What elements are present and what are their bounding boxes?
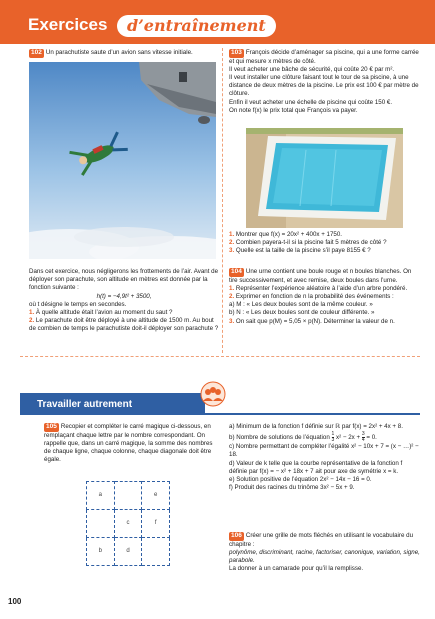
group-icon: [199, 379, 227, 407]
exercise-103-p3: Il veut installer une clôture faisant tout le tour de sa piscine, à une distance de deux mètres de la piscine. Le prix est 100 € par mètre de clôture.: [229, 73, 419, 98]
exercise-number: 103: [231, 49, 242, 56]
question-text: Montrer que f(x) = 20x² + 400x + 1750.: [235, 231, 343, 238]
magic-square-cell: c: [114, 510, 142, 538]
section-separator: [20, 356, 420, 357]
question-text: Exprimer en fonction de n la probabilité des événements :: [235, 292, 394, 300]
magic-square-row: [87, 482, 170, 510]
question-number: 3.: [229, 247, 235, 255]
magic-square-cell: [142, 538, 170, 566]
item-d: d) Valeur de k telle que la courbe représentative de la fonction f définie par f(x) = − x² + 18x + 7 ait pour axe de symétrie x = k.: [229, 459, 403, 475]
item-c: c) Nombre permettant de compléter l’égalité x² − 10x + 7 = (x − …)² − 18.: [229, 443, 419, 459]
magic-square-row: [87, 510, 170, 538]
exercise-104-event-n: b) N : « Les deux boules sont de couleur différente. »: [229, 309, 375, 317]
exercise-103-question-2: [229, 239, 421, 247]
magic-square: [86, 481, 170, 566]
fraction-numerator: 3: [361, 431, 365, 438]
question-text: On sait que p(M) = 5,05 × p(N). Déterminer la valeur de n.: [235, 317, 395, 325]
exercise-number: 105: [46, 423, 57, 430]
exercise-text: Un parachutiste saute d’un avion sans vitesse initiale.: [45, 49, 193, 56]
exercise-102-formula: h(t) = −4,9t² + 3500,: [96, 292, 152, 300]
exercise-106-p1: Créer une grille de mots fléchés en utilisant le vocabulaire du chapitre :: [229, 532, 414, 548]
exercise-104-question-1: [229, 285, 421, 293]
item-b-pre: b) Nombre de solutions de l’équation: [229, 434, 330, 442]
header-pill: [117, 15, 276, 37]
header-title: Exercices: [28, 15, 108, 34]
item-b-post: = 0.: [366, 434, 377, 442]
question-number: 1.: [29, 308, 35, 316]
section-title: Travailler autrement: [37, 399, 133, 410]
exercise-105-text: [44, 423, 217, 464]
page-number: 100: [8, 597, 22, 606]
header-pill-text: d’entraînement: [127, 16, 266, 35]
magic-square-row: [87, 538, 170, 566]
exercise-103-p2: Il veut acheter une bâche de sécurité, qui coûte 20 € par m².: [229, 65, 395, 73]
question-number: 1.: [229, 231, 235, 238]
exercise-102-question-2: [29, 317, 219, 333]
exercise-104: [229, 268, 421, 326]
item-a: a) Minimum de la fonction f définie sur ℝ par f(x) = 2x² + 4x + 8.: [229, 423, 403, 430]
question-number: 2.: [229, 292, 235, 300]
fraction-denominator: 3: [331, 437, 335, 444]
question-number: 2.: [229, 239, 235, 247]
exercise-104-question-3: [229, 318, 421, 326]
question-text: Quelle est la taille de la piscine s’il paye 8155 € ?: [235, 247, 371, 255]
exercise-103-questions: [229, 231, 421, 256]
exercise-102-intro: [29, 49, 219, 58]
exercise-102-note: où t désigne le temps en secondes.: [29, 300, 127, 308]
exercise-103-question-3: [229, 247, 421, 255]
item-b-mid: x² − 2x +: [336, 434, 361, 442]
exercise-103-text: [229, 49, 421, 115]
exercise-106-vocabulary: polynôme, discriminant, racine, factoriser, canonique, variation, signe, parabole.: [229, 548, 420, 564]
magic-square-cell: b: [87, 538, 115, 566]
exercise-102-body: [29, 268, 219, 334]
fraction-one-third: [332, 432, 335, 443]
question-text: À quelle altitude était l’avion au moment du saut ?: [35, 308, 173, 316]
question-text: Représenter l’expérience aléatoire à l’aide d’un arbre pondéré.: [235, 284, 408, 292]
question-text: Combien payera-t-il si la piscine fait 5 mètres de côté ?: [235, 239, 387, 247]
magic-square-cell: [87, 510, 115, 538]
exercise-103-p5: On note f(x) le prix total que François va payer.: [229, 106, 358, 114]
section-underline: [205, 413, 420, 415]
exercise-103-p1: François décide d’aménager sa piscine, qui a une forme carrée et qui mesure x mètres de côté.: [229, 49, 419, 65]
question-text: Le parachute doit être déployé à une altitude de 1500 m. Au bout de combien de temps le parachutiste doit-il déployer son parachute ?: [29, 317, 219, 333]
question-number: 2.: [29, 317, 35, 325]
exercise-102-question-1: [29, 309, 219, 317]
group-work-badge: [199, 379, 227, 407]
exercise-number: 102: [31, 49, 42, 56]
fraction-three-quarters: [362, 432, 365, 443]
exercise-number: 104: [231, 268, 242, 275]
item-e: e) Solution positive de l’équation 2x² − 14x − 16 = 0.: [229, 475, 372, 483]
exercise-103-p4: Enfin il veut acheter une échelle de piscine qui coûte 150 €.: [229, 98, 393, 106]
exercise-104-event-m: a) M : « Les deux boules sont de la même couleur. »: [229, 301, 373, 309]
pool-photo: [246, 128, 403, 228]
magic-square-cell: d: [114, 538, 142, 566]
exercise-104-p1: Une urne contient une boule rouge et n boules blanches. On tire successivement, et avec remise, deux boules dans l’urne.: [229, 268, 412, 284]
exercise-105-items: [229, 423, 421, 492]
question-number: 1.: [229, 284, 235, 292]
fraction-denominator: 4: [361, 437, 365, 444]
parachutist-photo: [29, 62, 216, 259]
question-number: 3.: [229, 317, 235, 325]
fraction-numerator: 1: [331, 431, 335, 438]
exercise-106: [229, 532, 421, 573]
parachutist-image: [29, 62, 216, 259]
exercise-105-statement: Recopier et compléter le carré magique ci-dessous, en remplaçant chaque lettre par le nombre correspondant. On rappelle que, dans un carré magique, la somme des nombres de chaque ligne, chaque colonne, chaque diagonale doit être égale.: [44, 423, 213, 464]
magic-square-cell: a: [87, 482, 115, 510]
exercise-103-question-1: [229, 231, 421, 239]
magic-square-cell: [114, 482, 142, 510]
exercise-number: 106: [231, 532, 242, 539]
item-f: f) Produit des racines du trinôme 3x² − 5x + 9.: [229, 484, 355, 492]
exercise-102-paragraph: Dans cet exercice, nous négligerons les frottements de l’air. Avant de déployer son parachute, son altitude en mètres est donnée par la fonction suivante :: [29, 268, 219, 292]
magic-square-cell: f: [142, 510, 170, 538]
column-separator: [222, 48, 223, 353]
exercise-104-question-2: [229, 293, 421, 301]
item-b: [229, 432, 421, 443]
pool-image: [246, 128, 403, 228]
exercise-106-p3: La donner à un camarade pour qu’il la remplisse.: [229, 565, 364, 573]
magic-square-cell: e: [142, 482, 170, 510]
